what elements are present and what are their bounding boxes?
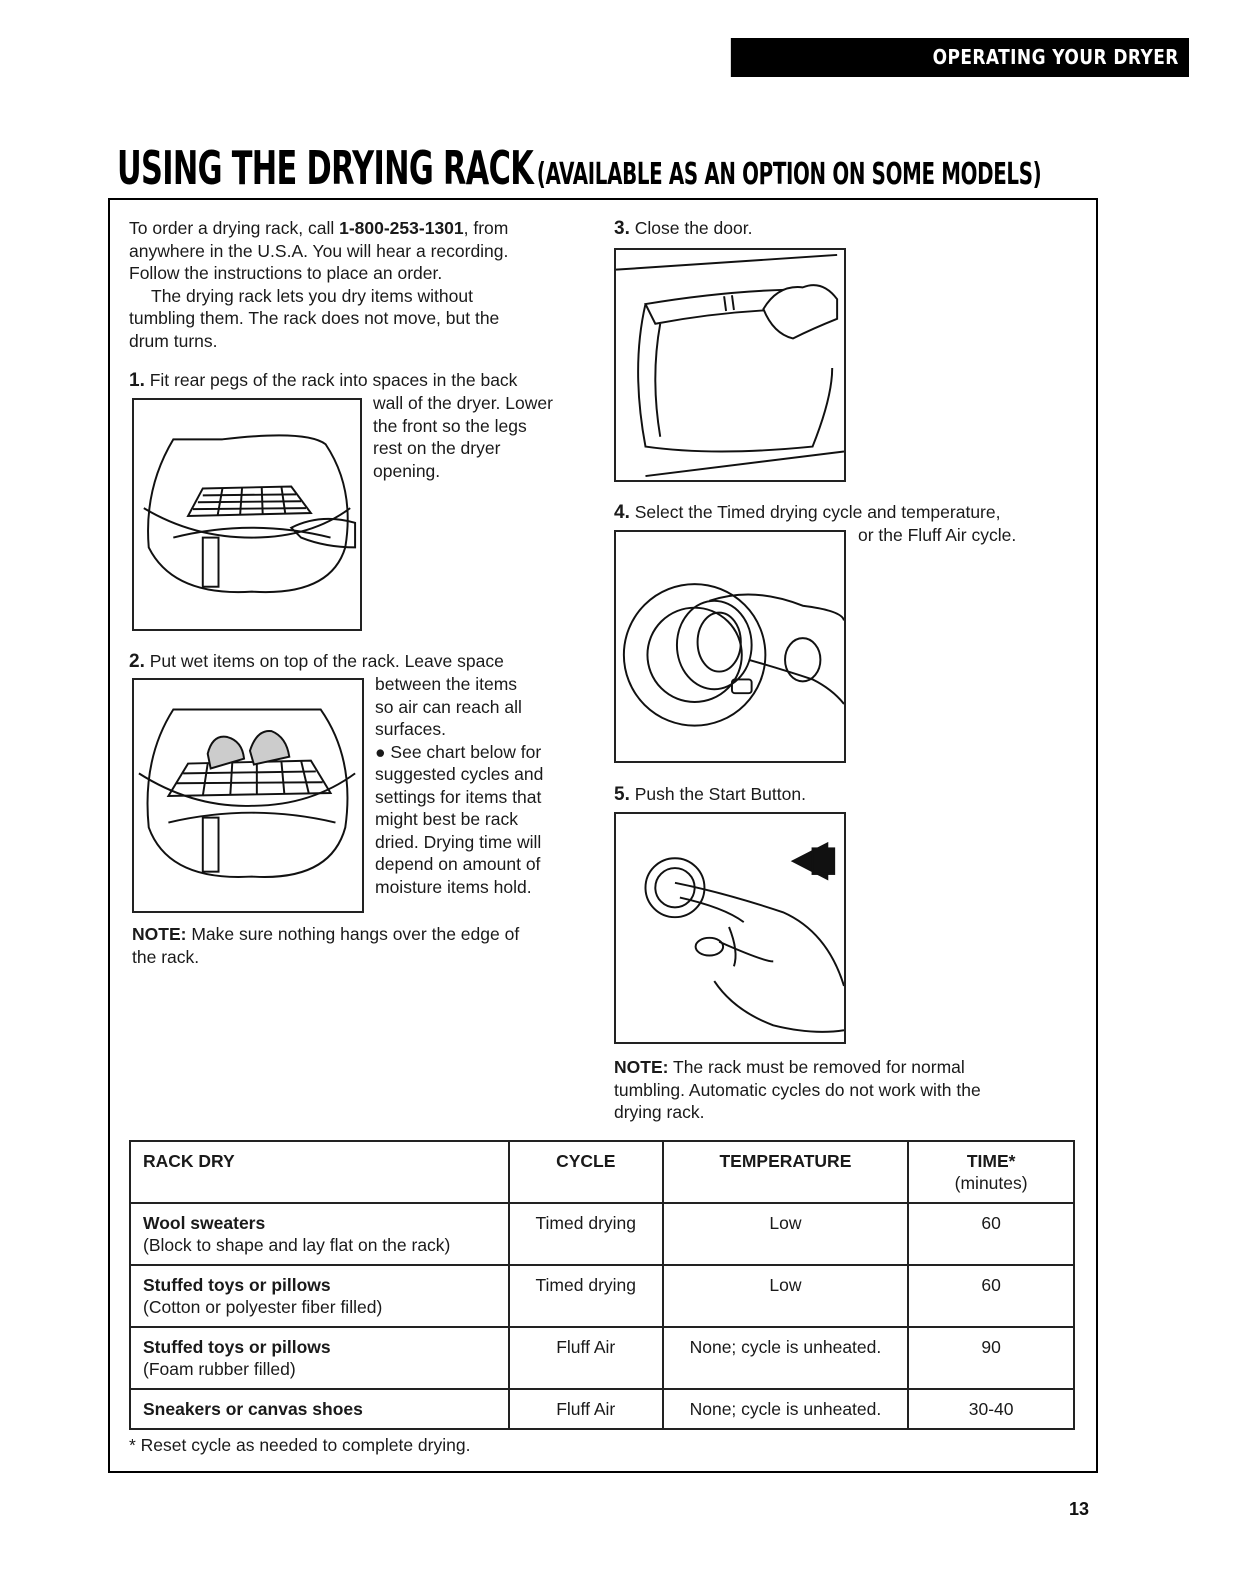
header-temperature: TEMPERATURE — [663, 1141, 909, 1203]
page-title-sub: (AVAILABLE AS AN OPTION ON SOME MODELS) — [536, 157, 1042, 192]
step-text: between the items — [375, 674, 518, 694]
header-rack-dry: RACK DRY — [130, 1141, 509, 1203]
step-text: so air can reach all — [375, 696, 522, 717]
cell-time: 60 — [908, 1203, 1074, 1265]
item-name: Stuffed toys or pillows — [143, 1337, 331, 1357]
cell-item — [130, 1265, 509, 1327]
step-text: Fit rear pegs of the rack into spaces in the back — [149, 370, 518, 390]
rack-shoes-illustration — [132, 678, 364, 913]
page-number: 13 — [1069, 1499, 1090, 1519]
step-2-wrap — [375, 673, 595, 898]
step-text: might best be rack — [375, 809, 518, 829]
intro-text: To order a drying rack, call — [129, 218, 340, 238]
step-text: Put wet items on top of the rack. Leave space — [149, 651, 504, 671]
table-row — [130, 1203, 1074, 1265]
note-text: Make sure nothing hangs over the edge of — [186, 924, 520, 944]
note-text: drying rack. — [614, 1102, 705, 1122]
table-header-row — [130, 1141, 1074, 1203]
cell-temperature: None; cycle is unheated. — [663, 1327, 909, 1389]
step-text: opening. — [373, 460, 441, 481]
step-2 — [129, 650, 589, 674]
step-number: 3. — [614, 218, 630, 239]
step-number: 2. — [129, 651, 145, 672]
step-text: Select the Timed drying cycle and temperature, — [634, 502, 1001, 522]
cell-item — [130, 1203, 509, 1265]
intro-line: anywhere in the U.S.A. You will hear a recording. — [129, 240, 509, 261]
step-4 — [614, 501, 1074, 525]
step-number: 1. — [129, 370, 145, 391]
cell-time: 90 — [908, 1327, 1074, 1389]
step-3 — [614, 217, 1014, 241]
step-text: the front so the legs — [373, 415, 527, 436]
note-label: NOTE: — [614, 1057, 669, 1077]
header-time — [908, 1141, 1074, 1203]
step-1-wrap — [373, 392, 593, 482]
step-text: ● See chart below for — [375, 741, 542, 762]
cell-temperature: Low — [663, 1265, 909, 1327]
step-number: 5. — [614, 784, 630, 805]
item-name: Stuffed toys or pillows — [143, 1275, 331, 1295]
dial-knob-illustration — [614, 530, 846, 763]
intro-line: Follow the instructions to place an order. — [129, 263, 443, 283]
step-number: 4. — [614, 502, 630, 523]
step-text: Push the Start Button. — [634, 784, 806, 804]
phone-number: 1-800-253-1301 — [339, 218, 464, 238]
cell-cycle: Timed drying — [509, 1265, 663, 1327]
cell-temperature: Low — [663, 1203, 909, 1265]
step-text: surfaces. — [375, 719, 446, 739]
note-text: the rack. — [132, 946, 200, 967]
step-text: rest on the dryer — [373, 438, 501, 458]
note-text: The rack must be removed for normal — [668, 1057, 965, 1077]
cell-time: 60 — [908, 1265, 1074, 1327]
step-text: Close the door. — [634, 218, 753, 238]
start-button-illustration — [614, 812, 846, 1044]
cell-item — [130, 1389, 509, 1429]
intro-text: , from — [463, 218, 509, 238]
intro-line: drum turns. — [129, 330, 218, 351]
page-title — [117, 141, 1042, 195]
cell-item — [130, 1327, 509, 1389]
table-row — [130, 1327, 1074, 1389]
table-footnote: * Reset cycle as needed to complete drying. — [129, 1435, 471, 1455]
intro-line: The drying rack lets you dry items without — [151, 285, 473, 306]
rack-insert-illustration — [132, 398, 362, 631]
item-detail: (Foam rubber filled) — [143, 1359, 296, 1379]
item-name: Wool sweaters — [143, 1213, 266, 1233]
item-detail: (Cotton or polyester fiber filled) — [143, 1297, 383, 1317]
step-4-wrap — [858, 524, 1078, 547]
rack-dry-table — [129, 1140, 1075, 1430]
door-close-illustration — [614, 248, 846, 482]
note-2 — [614, 1056, 1054, 1124]
step-text: dried. Drying time will — [375, 831, 542, 852]
header-time-label: TIME* — [966, 1151, 1016, 1171]
step-text: suggested cycles and — [375, 764, 544, 784]
item-name: Sneakers or canvas shoes — [143, 1399, 363, 1419]
header-time-unit: (minutes) — [954, 1173, 1028, 1193]
cell-temperature: None; cycle is unheated. — [663, 1389, 909, 1429]
intro-paragraph — [129, 217, 599, 352]
item-detail: (Block to shape and lay flat on the rack) — [143, 1235, 451, 1255]
note-text: tumbling. Automatic cycles do not work with the — [614, 1079, 981, 1100]
note-1 — [132, 923, 602, 968]
intro-line: tumbling them. The rack does not move, but the — [129, 308, 500, 328]
step-text: depend on amount of — [375, 854, 541, 874]
cell-cycle: Timed drying — [509, 1203, 663, 1265]
section-banner: OPERATING YOUR DRYER — [731, 38, 1189, 77]
step-text: or the Fluff Air cycle. — [858, 525, 1017, 545]
step-5 — [614, 783, 1014, 807]
step-text: wall of the dryer. Lower — [373, 393, 553, 413]
table-row — [130, 1389, 1074, 1429]
note-label: NOTE: — [132, 924, 187, 944]
step-text: moisture items hold. — [375, 876, 532, 897]
cell-cycle: Fluff Air — [509, 1389, 663, 1429]
header-cycle: CYCLE — [509, 1141, 663, 1203]
cell-cycle: Fluff Air — [509, 1327, 663, 1389]
table-row — [130, 1265, 1074, 1327]
step-1 — [129, 369, 589, 393]
cell-time: 30-40 — [908, 1389, 1074, 1429]
step-text: settings for items that — [375, 786, 542, 807]
page-title-main: USING THE DRYING RACK — [117, 141, 534, 195]
